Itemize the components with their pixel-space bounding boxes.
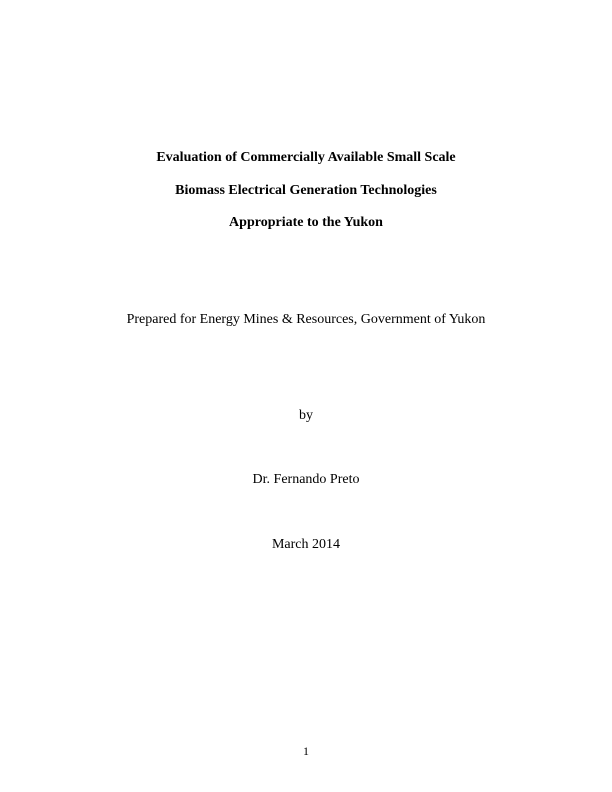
publication-date: March 2014 [271, 537, 341, 552]
title-line-3: Appropriate to the Yukon [229, 215, 383, 230]
page-number: 1 [303, 744, 309, 758]
author-name: Dr. Fernando Preto [252, 472, 360, 487]
prepared-for-line: Prepared for Energy Mines & Resources, Government of Yukon [126, 312, 486, 327]
title-line-1: Evaluation of Commercially Available Small Scale [156, 150, 456, 165]
by-line: by [299, 408, 313, 423]
title-line-2: Biomass Electrical Generation Technologies [175, 183, 437, 198]
